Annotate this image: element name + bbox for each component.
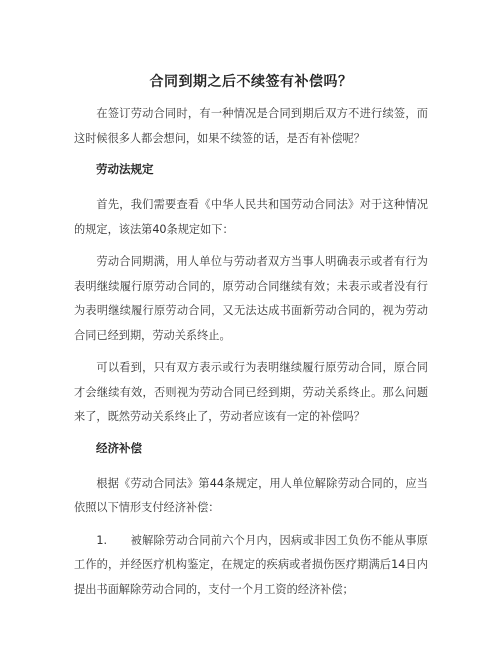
section-heading-economic-compensation: 经济补偿 [96,440,142,455]
list-item-text: 被解除劳动合同前六个月内，因病或非因工负伤不能从事原工作的，并经医疗机构鉴定，在规定的疾病或者损伤医疗期满后14日内提出书面解除劳动合同的，支付一个月工资的经济补偿； [74,533,428,596]
intro-paragraph: 在签订劳动合同时，有一种情况是合同到期后双方不进行续签，而这时候很多人都会想问，如果不续签的话，是否有补偿呢？ [74,107,428,145]
document-page [74,72,428,602]
section-heading-labor-law: 劳动法规定 [96,162,154,176]
paragraph-article-44: 根据《劳动合同法》第44条规定，用人单位解除劳动合同的，应当依照以下情形支付经济补偿： [74,476,428,514]
page-title: 合同到期之后不续签有补偿吗？ [149,74,353,90]
paragraph-analysis: 可以看到，只有双方表示或行为表明继续履行原劳动合同，原合同才会继续有效，否则视为劳动合同已经到期，劳动关系终止。那么问题来了，既然劳动关系终止了，劳动者应该有一定的补偿吗？ [74,361,428,423]
paragraph-law-reference: 首先，我们需要查看《中华人民共和国劳动合同法》对于这种情况的规定，该法第40条规定如下： [74,198,428,236]
list-item [74,529,428,603]
list-item-number: 1. [96,533,108,547]
paragraph-article-40: 劳动合同期满，用人单位与劳动者双方当事人明确表示或者有行为表明继续履行原劳动合同的，原劳动合同继续有效；未表示或者没有行为表明继续履行原劳动合同，又无法达成书面新劳动合同的，视为劳动合同已经到期，劳动关系终止。 [74,255,428,342]
